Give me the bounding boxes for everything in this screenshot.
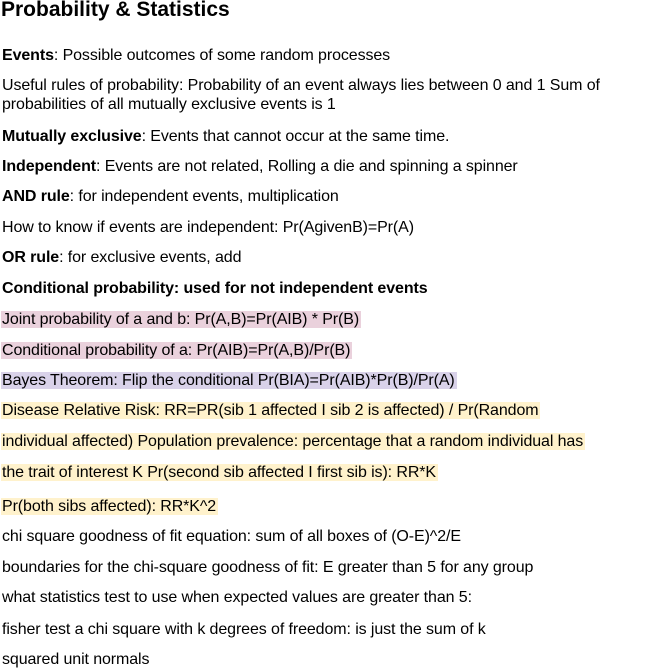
bayes-theorem-line bbox=[2, 369, 457, 393]
and-rule-term: AND rule bbox=[2, 188, 70, 205]
chi-square-boundaries-line: boundaries for the chi-square goodness of fit: E greater than 5 for any group bbox=[2, 559, 534, 576]
squared-unit-normals-line: squared unit normals bbox=[2, 651, 150, 668]
joint-probability-line bbox=[2, 308, 361, 332]
disease-risk-line-2 bbox=[2, 430, 585, 454]
events-text: : Possible outcomes of some random processes bbox=[53, 47, 391, 64]
events-line bbox=[2, 44, 390, 68]
useful-rules-line: Useful rules of probability: Probability of an event always lies between 0 and 1 Sum of probabilities of all mutually exclusive events is 1 bbox=[2, 77, 600, 113]
independent-term: Independent bbox=[2, 158, 97, 175]
independent-line bbox=[2, 155, 518, 179]
or-rule-text: : for exclusive events, add bbox=[59, 249, 242, 266]
joint-probability-text: Joint probability of a and b: Pr(A,B)=Pr(AIB) * Pr(B) bbox=[2, 311, 360, 328]
mutually-exclusive-term: Mutually exclusive bbox=[2, 128, 142, 145]
bayes-theorem-text: Bayes Theorem: Flip the conditional Pr(BIA)=Pr(AIB)*Pr(B)/Pr(A) bbox=[2, 372, 455, 389]
chi-square-equation-line: chi square goodness of fit equation: sum of all boxes of (O-E)^2/E bbox=[2, 528, 461, 545]
and-rule-text: : for independent events, multiplication bbox=[69, 188, 339, 205]
or-rule-line bbox=[2, 246, 241, 270]
mutually-exclusive-line bbox=[2, 125, 449, 149]
what-test-line: what statistics test to use when expected values are greater than 5: bbox=[2, 589, 472, 606]
conditional-probability-text: Conditional probability of a: Pr(AIB)=Pr(A,B)/Pr(B) bbox=[2, 342, 351, 359]
disease-risk-text-2: individual affected) Population prevalence: percentage that a random individual has bbox=[2, 433, 584, 450]
fisher-test-line: fisher test a chi square with k degrees of freedom: is just the sum of k bbox=[2, 621, 486, 638]
how-to-know-line: How to know if events are independent: Pr(AgivenB)=Pr(A) bbox=[2, 219, 414, 236]
page-title: Probability & Statistics bbox=[1, 0, 230, 21]
independent-text: : Events are not related, Rolling a die and spinning a spinner bbox=[96, 158, 518, 175]
both-sibs-line bbox=[2, 495, 218, 519]
or-rule-term: OR rule bbox=[2, 249, 60, 266]
disease-risk-text-1: Disease Relative Risk: RR=PR(sib 1 affected I sib 2 is affected) / Pr(Random bbox=[2, 402, 539, 419]
disease-risk-text-3: the trait of interest K Pr(second sib affected I first sib is): RR*K bbox=[2, 464, 436, 481]
and-rule-line bbox=[2, 185, 339, 209]
conditional-probability-line bbox=[2, 339, 352, 363]
disease-risk-line-3 bbox=[2, 461, 438, 485]
mutually-exclusive-text: : Events that cannot occur at the same time. bbox=[141, 128, 450, 145]
disease-risk-line-1 bbox=[2, 399, 540, 423]
events-term: Events bbox=[2, 47, 54, 64]
both-sibs-text: Pr(both sibs affected): RR*K^2 bbox=[2, 498, 217, 515]
conditional-heading-line: Conditional probability: used for not independent events bbox=[2, 280, 428, 297]
